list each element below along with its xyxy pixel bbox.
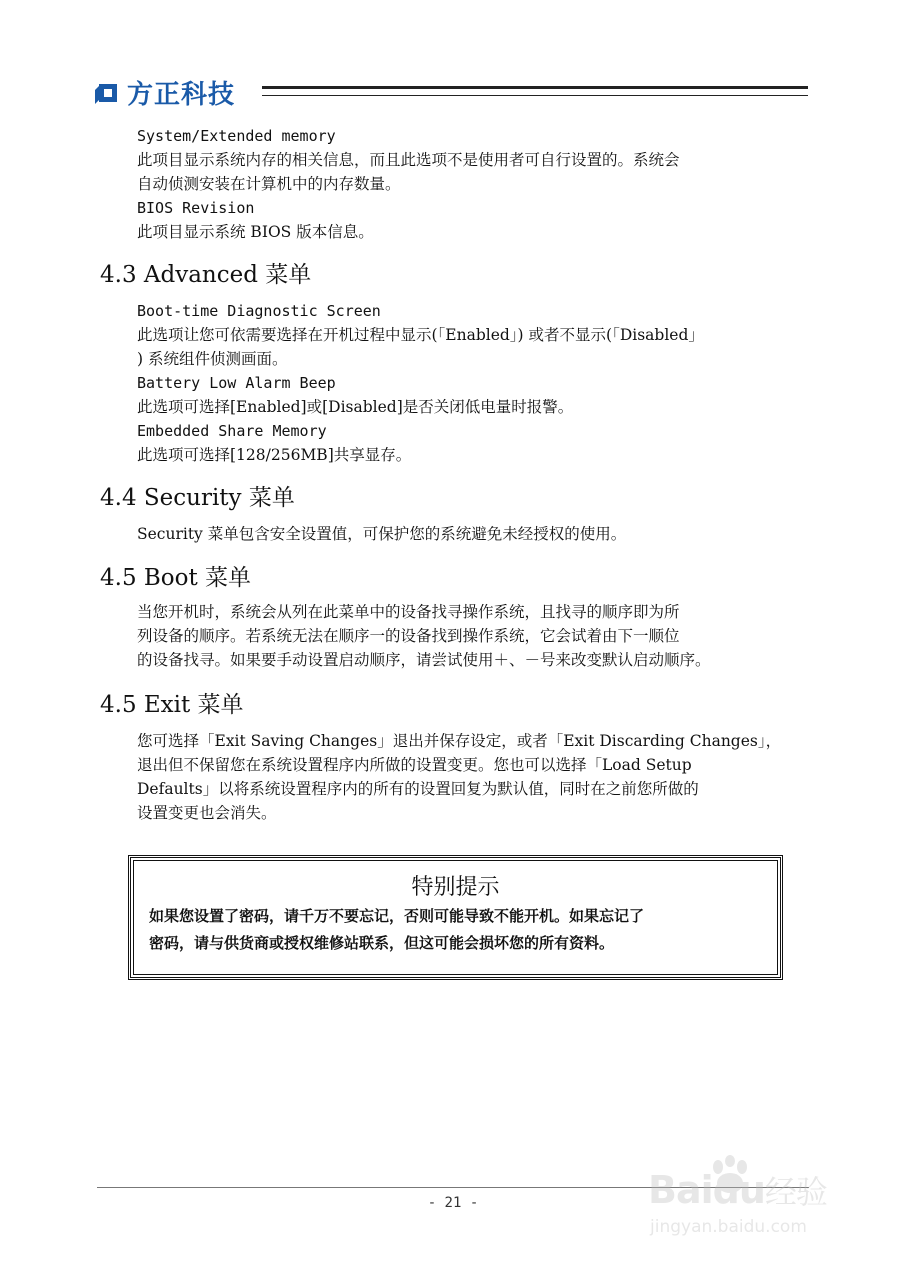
paragraph-boot xyxy=(137,600,809,672)
notice-title: 特别提示 xyxy=(411,875,500,900)
section-heading-advanced: 4.3 Advanced 菜单 xyxy=(100,262,312,288)
company-logo xyxy=(95,74,235,111)
paragraph-bios-revision xyxy=(137,220,809,244)
section-heading-exit: 4.5 Exit 菜单 xyxy=(100,692,244,718)
watermark-url: jingyan.baidu.com xyxy=(650,1217,807,1237)
paragraph-line: Security 菜单包含安全设置值，可保护您的系统避免未经授权的使用。 xyxy=(137,525,627,543)
notice-box xyxy=(128,855,783,980)
paragraph-line: ) 系统组件侦测画面。 xyxy=(137,350,288,368)
page-number: - 21 - xyxy=(427,1195,479,1211)
section-heading-boot: 4.5 Boot 菜单 xyxy=(100,565,252,591)
paragraph-line: 设置变更也会消失。 xyxy=(137,804,277,822)
paragraph-line: 退出但不保留您在系统设置程序内所做的设置变更。您也可以选择「Load Setup xyxy=(137,756,692,774)
notice-line: 密码，请与供货商或授权维修站联系，但这可能会损坏您的所有资料。 xyxy=(149,934,615,952)
paragraph-line: 此选项可选择[Enabled]或[Disabled]是否关闭低电量时报警。 xyxy=(137,398,574,416)
paragraph-line: 此选项可选择[128/256MB]共享显存。 xyxy=(137,446,412,464)
paragraph-line: 此项目显示系统 BIOS 版本信息。 xyxy=(137,223,374,241)
item-title-boot-diagnostic: Boot-time Diagnostic Screen xyxy=(137,302,381,320)
item-title-battery-alarm: Battery Low Alarm Beep xyxy=(137,374,336,392)
item-title-bios-revision: BIOS Revision xyxy=(137,199,255,217)
section-heading-security: 4.4 Security 菜单 xyxy=(100,485,295,511)
paragraph-line: 此项目显示系统内存的相关信息，而且此选项不是使用者可自行设置的。系统会 xyxy=(137,151,680,169)
paragraph-system-memory xyxy=(137,148,809,196)
item-title-system-memory: System/Extended memory xyxy=(137,127,336,145)
item-title-share-memory: Embedded Share Memory xyxy=(137,422,327,440)
watermark-brand-left: Bai xyxy=(648,1168,713,1212)
notice-body xyxy=(149,903,766,957)
paragraph-battery-alarm xyxy=(137,395,809,419)
watermark-brand-right: 经验 xyxy=(764,1173,827,1211)
paragraph-line: Defaults」以将系统设置程序内的所有的设置回复为默认值，同时在之前您所做的 xyxy=(137,780,699,798)
paragraph-line: 自动侦测安装在计算机中的内存数量。 xyxy=(137,175,401,193)
watermark-brand: Baidu经验 xyxy=(648,1168,827,1212)
paragraph-share-memory xyxy=(137,443,809,467)
logo-mark-icon xyxy=(95,80,121,106)
paragraph-line: 当您开机时，系统会从列在此菜单中的设备找寻操作系统，且找寻的顺序即为所 xyxy=(137,603,680,621)
notice-line: 如果您设置了密码，请千万不要忘记，否则可能导致不能开机。如果忘记了 xyxy=(149,907,645,925)
paragraph-exit xyxy=(137,729,809,825)
paragraph-line: 列设备的顺序。若系统无法在顺序一的设备找到操作系统，它会试着由下一顺位 xyxy=(137,627,680,645)
paragraph-security xyxy=(137,522,809,546)
header-rule xyxy=(262,86,808,96)
paragraph-line: 此选项让您可依需要选择在开机过程中显示(「Enabled」) 或者不显示(「Disabled」 xyxy=(137,326,704,344)
logo-text: 方正科技 xyxy=(127,80,236,110)
paragraph-line: 的设备找寻。如果要手动设置启动顺序，请尝试使用＋、－号来改变默认启动顺序。 xyxy=(137,651,711,669)
paragraph-line: 您可选择「Exit Saving Changes」退出并保存设定，或者「Exit Discarding Changes」， xyxy=(137,732,782,750)
paragraph-boot-diagnostic xyxy=(137,323,809,371)
watermark xyxy=(648,1155,858,1240)
